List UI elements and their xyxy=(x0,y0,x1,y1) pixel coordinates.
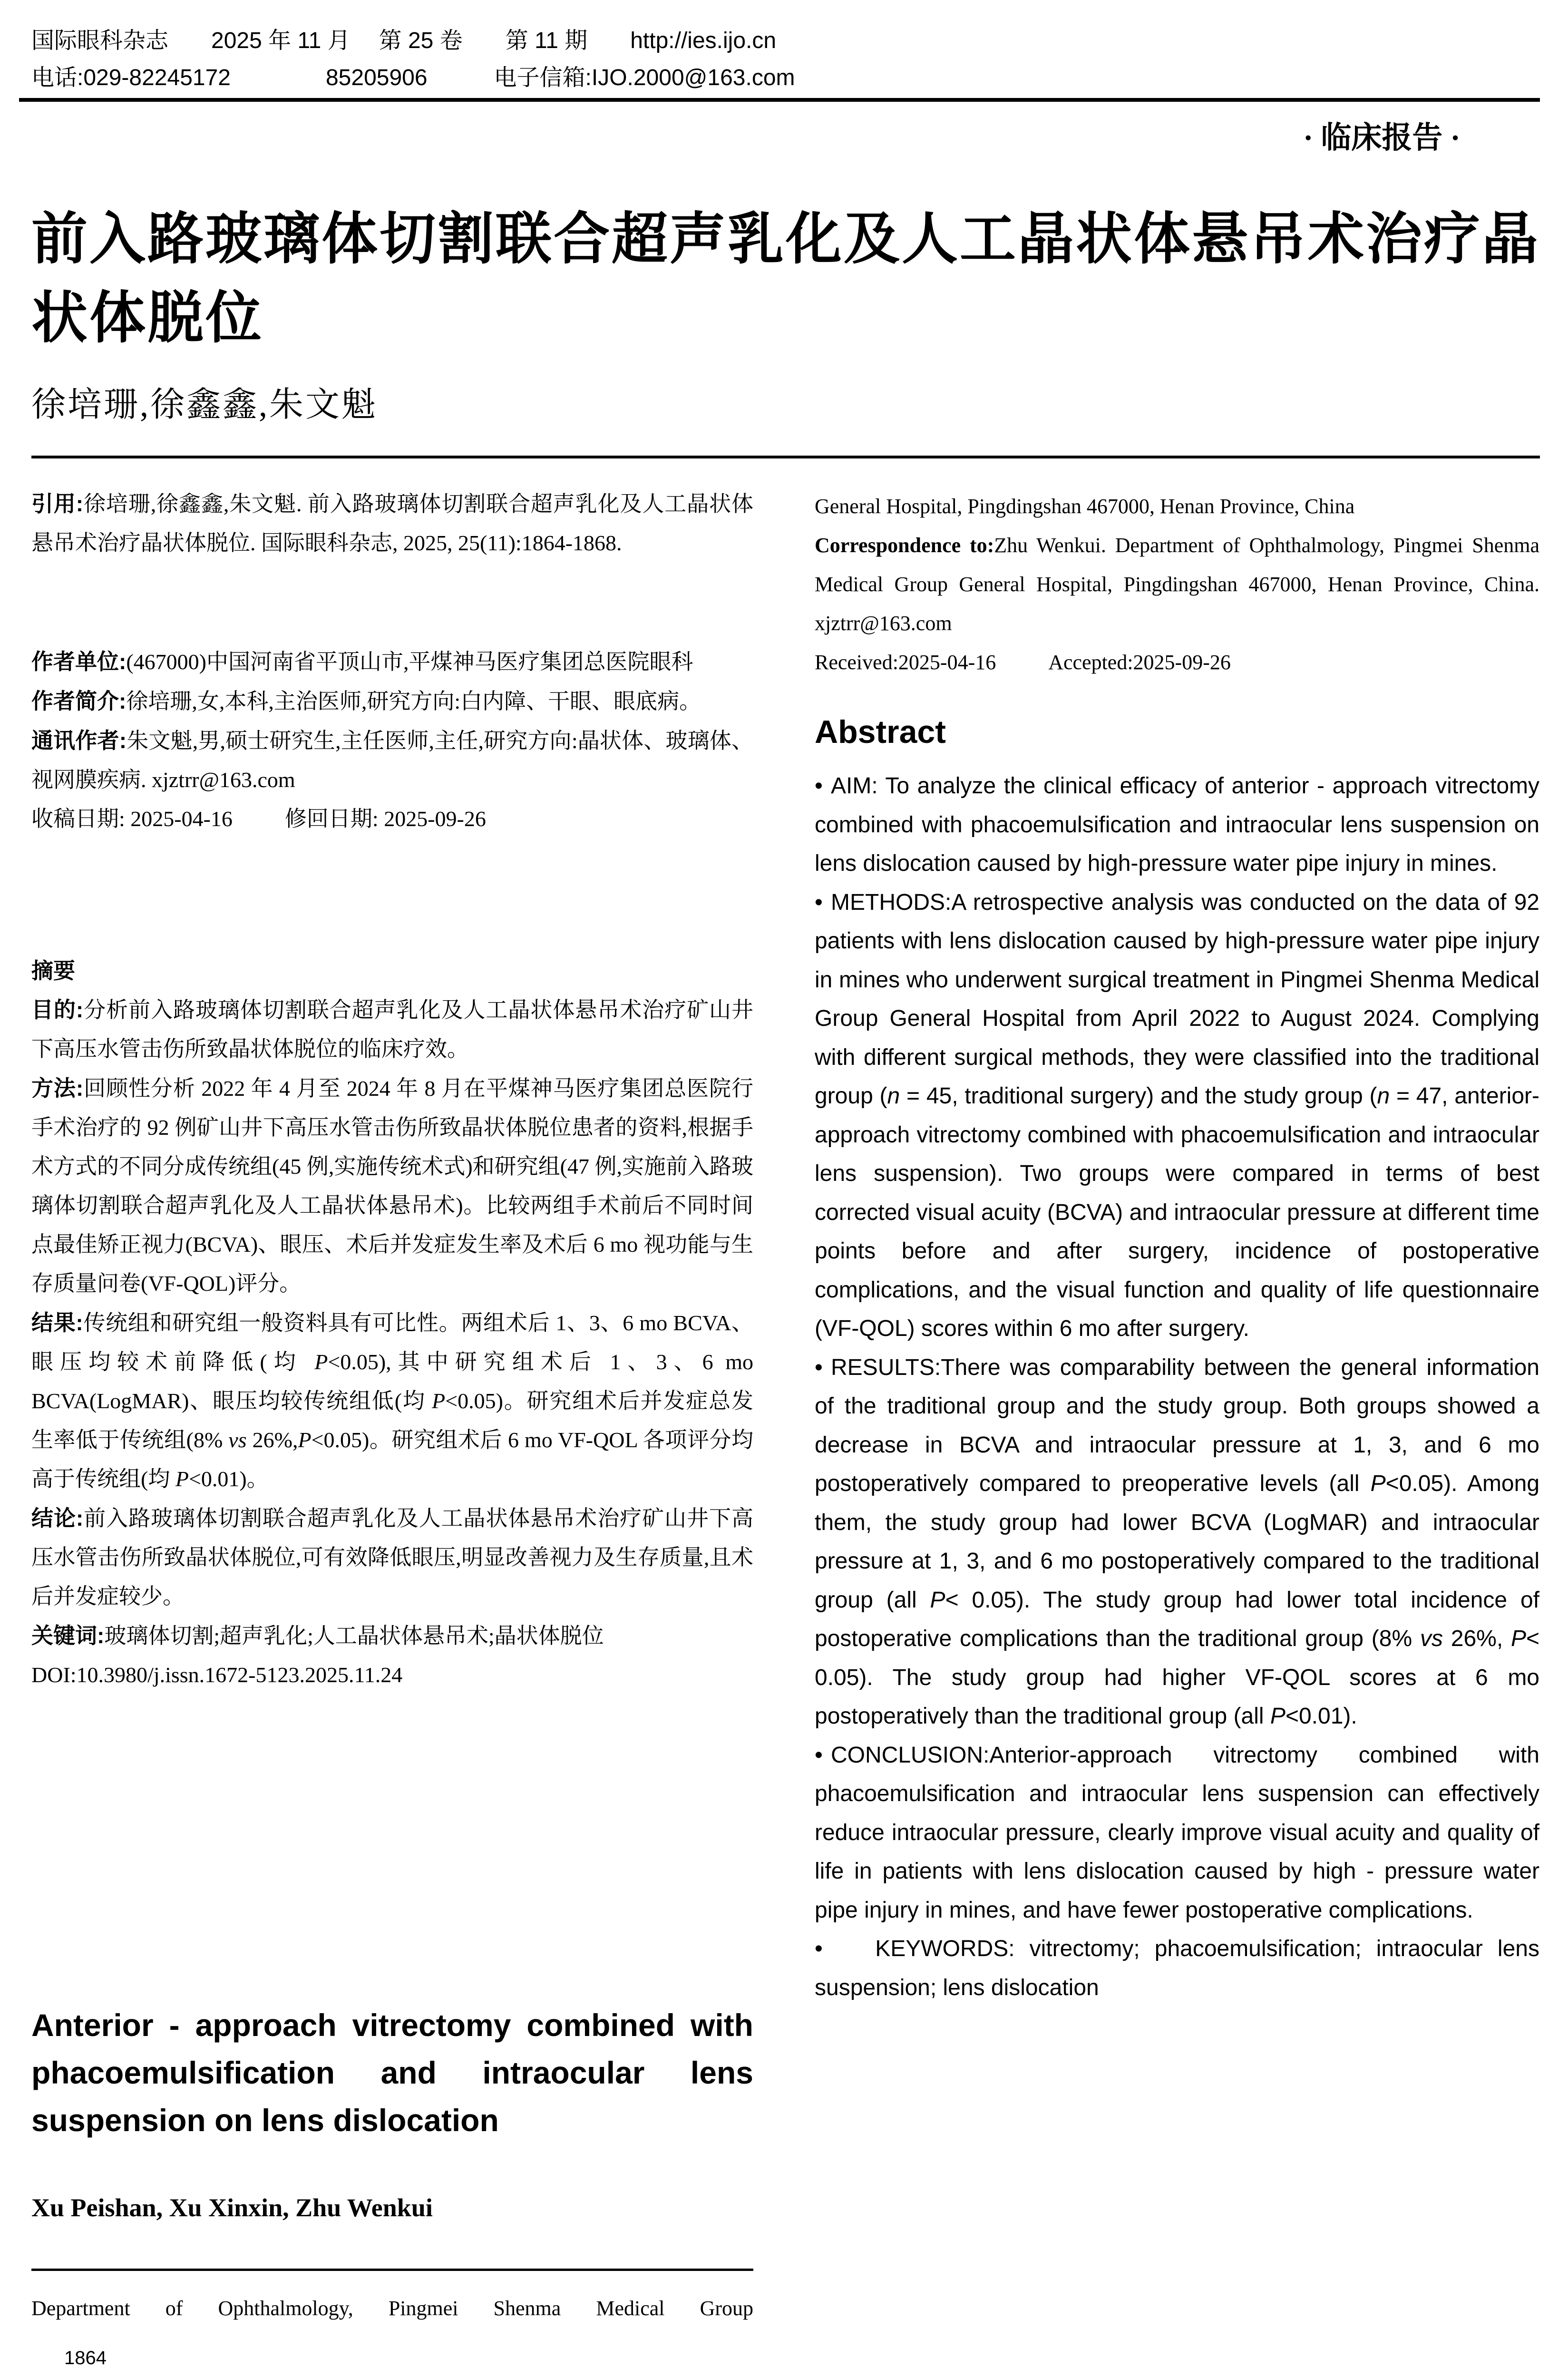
keywords-text-en: vitrectomy; phacoemulsification; intraocular lens suspension; lens dislocation xyxy=(815,1936,1539,2000)
methods-text-en-3: = 47, anterior-approach vitrectomy combined with phacoemulsification and intraocular lens suspension). Two groups were compared in terms of best corrected visual acuity (BCVA) and intraocular pressure at different time points before and after surgery, incidence of postoperative complications, and the visual function and quality of life questionnaire (VF-QOL) scores within 6 mo after surgery. xyxy=(815,1083,1540,1341)
results-text-cn-6: <0.01)。 xyxy=(188,1467,269,1491)
journal-url[interactable]: http://ies.ijo.cn xyxy=(630,28,777,53)
abstract-heading-en: Abstract xyxy=(815,714,946,750)
running-header-line-1 xyxy=(31,29,776,52)
affiliation-text: (467000)中国河南省平顶山市,平煤神马医疗集团总医院眼科 xyxy=(126,650,693,674)
aim-text-cn: 分析前入路玻璃体切割联合超声乳化及人工晶状体悬吊术治疗矿山井下高压水管击伤所致晶状体脱位的临床疗效。 xyxy=(31,998,754,1061)
bio-label: 作者简介: xyxy=(31,689,127,713)
affiliation-en-block xyxy=(815,487,1539,682)
citation-label: 引用: xyxy=(31,491,84,516)
section-label: · 临床报告 · xyxy=(1303,121,1461,155)
volume: 第 25 卷 xyxy=(379,28,463,53)
abstract-heading-cn: 摘要 xyxy=(31,958,75,983)
bullet-icon: • xyxy=(815,1936,823,1961)
methods-text-en-1: A retrospective analysis was conducted on the data of 92 patients with lens dislocation caused by high-pressure water pipe injury in mines who underwent surgical treatment in Pingmei Shenma Medical Group General Hospital from April 2022 to August 2024. Complying with different surgical methods, they were classified into the traditional group ( xyxy=(815,889,1539,1109)
bullet-icon: • xyxy=(815,1742,823,1768)
running-header-line-2 xyxy=(31,67,795,89)
affiliation-label: 作者单位: xyxy=(31,649,127,674)
methods-label-cn: 方法: xyxy=(31,1076,84,1101)
phone: 电话:029-82245172 xyxy=(31,65,231,90)
issue-date: 2025 年 11 月 xyxy=(211,28,351,53)
results-text-cn-1: 传统组和研究组一般资料具有可比性。两组术后 1、3、6 mo BCVA、眼压均较术前降低(均 xyxy=(31,1311,753,1374)
results-text-cn-4: 26%, xyxy=(246,1428,298,1452)
issue-number: 第 11 期 xyxy=(505,28,588,53)
keywords-label-cn: 关键词: xyxy=(31,1623,105,1648)
citation-text: 徐培珊,徐鑫鑫,朱文魁. 前入路玻璃体切割联合超声乳化及人工晶状体悬吊术治疗晶状体脱位. 国际眼科杂志, 2025, 25(11):1864-1868. xyxy=(31,492,753,555)
vs-symbol: vs xyxy=(1420,1626,1443,1651)
bullet-icon: • xyxy=(815,773,823,799)
phone-2: 85205906 xyxy=(325,65,428,90)
p-symbol: P xyxy=(1370,1471,1386,1496)
aim-text-en: To analyze the clinical efficacy of anterior - approach vitrectomy combined with phacoemulsification and intraocular lens suspension on lens dislocation caused by high-pressure water pipe injury in mines. xyxy=(815,773,1539,876)
conclusion-label-cn: 结论: xyxy=(31,1506,84,1530)
department-en-line: Department of Ophthalmology, Pingmei Shenma Medical Group xyxy=(31,2297,753,2320)
results-text-en-6: <0.01). xyxy=(1285,1704,1357,1729)
abstract-en xyxy=(815,767,1539,2007)
conclusion-text-cn: 前入路玻璃体切割联合超声乳化及人工晶状体悬吊术治疗矿山井下高压水管击伤所致晶状体脱位,可有效降低眼压,明显改善视力及生存质量,且术后并发症较少。 xyxy=(31,1506,754,1608)
results-text-cn-2: <0.05),其中研究组术后 1、3、6 mo BCVA(LogMAR)、眼压均较传统组低(均 xyxy=(31,1350,753,1413)
results-label-cn: 结果: xyxy=(31,1310,83,1335)
vs-symbol: vs xyxy=(228,1428,247,1452)
authors-en: Xu Peishan, Xu Xinxin, Zhu Wenkui xyxy=(31,2193,433,2222)
keywords-label-en: KEYWORDS: xyxy=(875,1936,1015,1961)
journal-name: 国际眼科杂志 xyxy=(31,28,169,53)
results-text-cn-3: <0.05)。研究组术后并发症总发生率低于传统组(8% xyxy=(31,1389,754,1452)
title-rule xyxy=(31,456,1540,458)
results-text-en-4: 26%, xyxy=(1442,1626,1511,1651)
abstract-cn xyxy=(31,951,753,1695)
n-symbol: n xyxy=(887,1083,900,1109)
p-symbol: P xyxy=(930,1587,945,1613)
bio-text: 徐培珊,女,本科,主治医师,研究方向:白内障、干眼、眼底病。 xyxy=(126,689,701,713)
received-date-en: Received:2025-04-16 xyxy=(815,651,996,674)
author-info-block xyxy=(31,642,753,838)
results-text-cn-5: <0.05)。研究组术后 6 mo VF-QOL 各项评分均高于传统组(均 xyxy=(31,1428,753,1491)
p-symbol: P xyxy=(1510,1626,1526,1651)
methods-text-en-2: = 45, traditional surgery) and the study group ( xyxy=(900,1083,1377,1109)
p-symbol: P xyxy=(314,1350,328,1374)
citation-block xyxy=(31,484,753,563)
aim-label-en: AIM: xyxy=(831,773,878,799)
department-en-continued: General Hospital, Pingdingshan 467000, Henan Province, China xyxy=(815,495,1355,518)
correspondence-label-en: Correspondence to: xyxy=(815,534,994,557)
aim-label-cn: 目的: xyxy=(31,997,84,1022)
methods-label-en: METHODS: xyxy=(831,889,952,915)
methods-text-cn: 回顾性分析 2022 年 4 月至 2024 年 8 月在平煤神马医疗集团总医院行手术治疗的 92 例矿山井下高压水管击伤所致晶状体脱位患者的资料,根据手术方式的不同分成传统组(45 例,实施传统术式)和研究组(47 例,实施前入路玻璃体切割联合超声乳化及人工晶状体悬吊术)。比较两组手术前后不同时间点最佳矫正视力(BCVA)、眼压、术后并发症发生率及术后 6 mo 视功能与生存质量问卷(VF-QOL)评分。 xyxy=(31,1076,754,1296)
header-rule xyxy=(19,98,1540,102)
results-text-en-5: < 0.05). The study group had higher VF-QOL scores at 6 mo postoperatively than the traditional group (all xyxy=(815,1626,1539,1729)
p-symbol: P xyxy=(298,1428,312,1452)
conclusion-text-en: Anterior-approach vitrectomy combined with phacoemulsification and intraocular lens suspension can effectively reduce intraocular pressure, clearly improve visual acuity and quality of life in patients with lens dislocation caused by high - pressure water pipe injury in mines, and have fewer postoperative complications. xyxy=(815,1742,1539,1923)
results-label-en: RESULTS: xyxy=(831,1354,941,1380)
keywords-text-cn: 玻璃体切割;超声乳化;人工晶状体悬吊术;晶状体脱位 xyxy=(104,1624,604,1648)
p-symbol: P xyxy=(432,1389,446,1413)
results-text-en-2: <0.05). Among them, the study group had lower BCVA (LogMAR) and intraocular pressure at 1, 3, and 6 mo postoperatively compared to the traditional group (all xyxy=(815,1471,1540,1613)
email[interactable]: 电子信箱:IJO.2000@163.com xyxy=(494,65,795,90)
p-symbol: P xyxy=(1270,1704,1286,1729)
accepted-date-en: Accepted:2025-09-26 xyxy=(1048,651,1231,674)
article-title-en: Anterior - approach vitrectomy combined with phacoemulsification and intraocular lens suspension on lens dislocation xyxy=(31,2007,753,2138)
bullet-icon: • xyxy=(815,1354,823,1380)
results-text-en-1: There was comparability between the general information of the traditional group and the study group. Both groups showed a decrease in BCVA and intraocular pressure at 1, 3, and 6 mo postoperatively compared to preoperative levels (all xyxy=(815,1354,1539,1496)
doi[interactable]: DOI:10.3980/j.issn.1672-5123.2025.11.24 xyxy=(31,1663,403,1687)
conclusion-label-en: CONCLUSION: xyxy=(831,1742,990,1768)
correspondence-text-en: Zhu Wenkui. Department of Ophthalmology, Pingmei Shenma Medical Group General Hospital, Pingdingshan 467000, Henan Province, China. xjztrr@163.com xyxy=(815,534,1539,635)
page-number: 1864 xyxy=(64,2348,107,2368)
bullet-icon: • xyxy=(815,889,823,915)
correspondence-label-cn: 通讯作者: xyxy=(31,728,127,753)
authors-cn: 徐培珊,徐鑫鑫,朱文魁 xyxy=(31,386,378,424)
article-title-cn: 前入路玻璃体切割联合超声乳化及人工晶状体悬吊术治疗晶状体脱位 xyxy=(31,208,1540,350)
n-symbol: n xyxy=(1377,1083,1390,1109)
received-date-cn: 收稿日期: 2025-04-16 xyxy=(31,807,233,831)
correspondence-text-cn: 朱文魁,男,硕士研究生,主任医师,主任,研究方向:晶状体、玻璃体、视网膜疾病. xjztrr@163.com xyxy=(31,729,753,792)
p-symbol: P xyxy=(175,1467,189,1491)
revised-date-cn: 修回日期: 2025-09-26 xyxy=(284,807,486,831)
authors-rule xyxy=(31,2269,753,2271)
results-text-en-3: < 0.05). The study group had lower total incidence of postoperative complications than the traditional group (8% xyxy=(815,1587,1539,1651)
